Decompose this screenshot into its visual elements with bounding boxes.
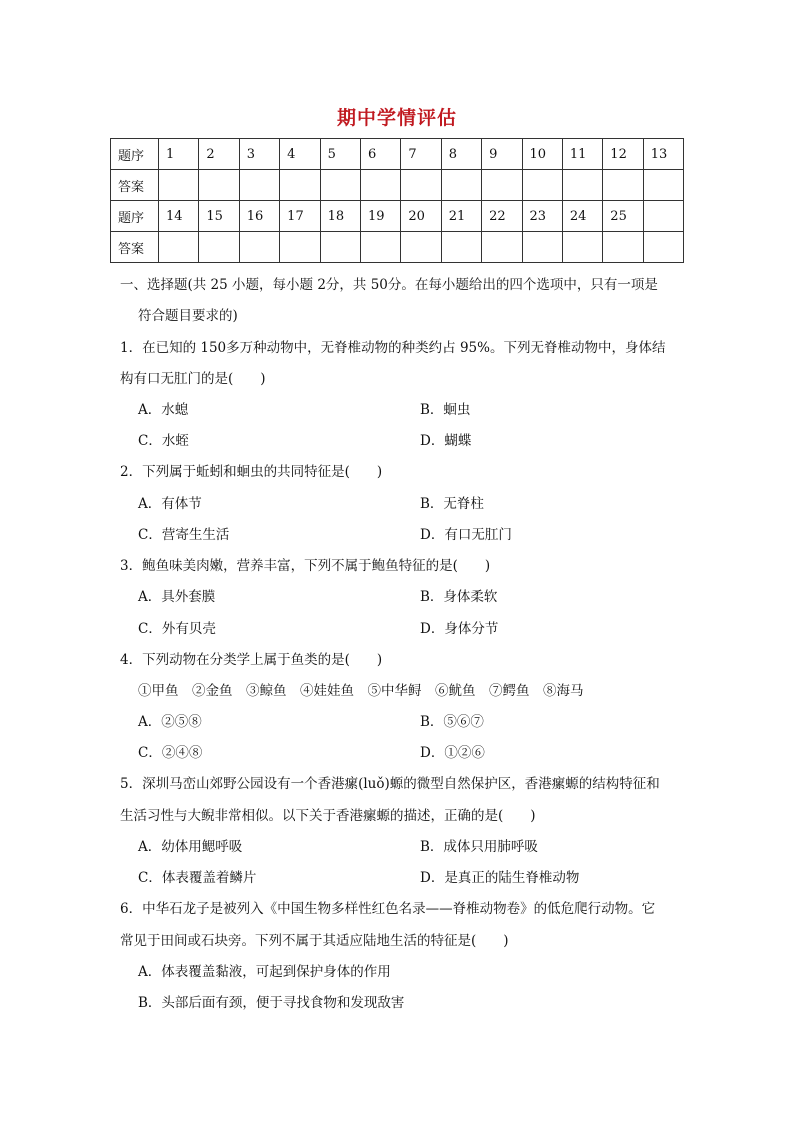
question-6-option-a[interactable]: A．体表覆盖黏液，可起到保护身体的作用 <box>138 964 391 980</box>
table-row <box>111 139 684 170</box>
answer-cell[interactable] <box>199 170 239 201</box>
question-3-option-d[interactable]: D．身体分节 <box>420 621 499 637</box>
answer-cell[interactable] <box>441 170 481 201</box>
question-number: 10 <box>522 139 562 170</box>
answer-cell[interactable] <box>239 232 279 263</box>
question-number: 7 <box>401 139 441 170</box>
question-number: 3 <box>239 139 279 170</box>
answer-cell[interactable] <box>320 232 360 263</box>
question-number: 1 <box>159 139 199 170</box>
answer-cell[interactable] <box>603 170 643 201</box>
question-6-stem: 6．中华石龙子是被列入《中国生物多样性红色名录——脊椎动物卷》的低危爬行动物。它 <box>120 901 656 917</box>
question-number: 19 <box>360 201 400 232</box>
answer-cell[interactable] <box>239 170 279 201</box>
answer-cell[interactable] <box>482 232 522 263</box>
row-label: 题序 <box>111 201 159 232</box>
question-number: 2 <box>199 139 239 170</box>
question-1-stem: 1．在已知的 150多万种动物中，无脊椎动物的种类约占 95%。下列无脊椎动物中，身体结 <box>120 340 666 356</box>
question-number: 25 <box>603 201 643 232</box>
answer-cell[interactable] <box>199 232 239 263</box>
answer-cell[interactable] <box>360 170 400 201</box>
question-number: 16 <box>239 201 279 232</box>
answer-cell[interactable] <box>159 170 199 201</box>
question-5-option-c[interactable]: C．体表覆盖着鳞片 <box>138 870 257 886</box>
question-1-option-a[interactable]: A．水螅 <box>138 402 189 418</box>
answer-cell[interactable] <box>522 232 562 263</box>
question-number: 14 <box>159 201 199 232</box>
answer-cell[interactable] <box>603 232 643 263</box>
question-1-option-d[interactable]: D．蝴蝶 <box>420 433 472 449</box>
question-number: 13 <box>643 139 683 170</box>
page-title: 期中学情评估 <box>336 107 457 129</box>
question-2-option-b[interactable]: B．无脊柱 <box>420 496 484 512</box>
question-number: 12 <box>603 139 643 170</box>
answer-cell[interactable] <box>562 170 602 201</box>
question-number: 24 <box>562 201 602 232</box>
answer-cell[interactable] <box>482 170 522 201</box>
section-heading-cont: 符合题目要求的) <box>138 308 238 324</box>
answer-cell[interactable] <box>643 170 683 201</box>
table-row <box>111 201 684 232</box>
question-2-stem: 2．下列属于蚯蚓和蛔虫的共同特征是( ) <box>120 464 383 480</box>
answer-cell[interactable] <box>280 232 320 263</box>
question-2-option-d[interactable]: D．有口无肛门 <box>420 527 512 543</box>
answer-cell[interactable] <box>360 232 400 263</box>
answer-table <box>110 138 684 263</box>
question-number: 8 <box>441 139 481 170</box>
question-3-option-a[interactable]: A．具外套膜 <box>138 589 216 605</box>
question-1-option-b[interactable]: B．蛔虫 <box>420 402 471 418</box>
question-5-option-d[interactable]: D．是真正的陆生脊椎动物 <box>420 870 580 886</box>
empty-cell <box>643 201 683 232</box>
question-3-option-b[interactable]: B．身体柔软 <box>420 589 498 605</box>
row-label: 题序 <box>111 139 159 170</box>
question-number: 23 <box>522 201 562 232</box>
question-2-option-a[interactable]: A．有体节 <box>138 496 202 512</box>
question-5-stem-cont: 生活习性与大鲵非常相似。以下关于香港瘰螈的描述，正确的是( ) <box>120 808 536 824</box>
table-row <box>111 232 684 263</box>
question-4-items: ①甲鱼 ②金鱼 ③鲸鱼 ④娃娃鱼 ⑤中华鲟 ⑥鱿鱼 ⑦鳄鱼 ⑧海马 <box>138 683 584 699</box>
question-number: 17 <box>280 201 320 232</box>
question-2-option-c[interactable]: C．营寄生生活 <box>138 527 230 543</box>
question-number: 6 <box>360 139 400 170</box>
table-row <box>111 170 684 201</box>
question-number: 4 <box>280 139 320 170</box>
question-4-option-b[interactable]: B．⑤⑥⑦ <box>420 714 484 730</box>
question-number: 20 <box>401 201 441 232</box>
answer-cell[interactable] <box>643 232 683 263</box>
answer-cell[interactable] <box>401 170 441 201</box>
question-4-option-a[interactable]: A．②⑤⑧ <box>138 714 202 730</box>
answer-cell[interactable] <box>401 232 441 263</box>
answer-cell[interactable] <box>159 232 199 263</box>
question-4-stem: 4．下列动物在分类学上属于鱼类的是( ) <box>120 652 383 668</box>
question-number: 22 <box>482 201 522 232</box>
answer-cell[interactable] <box>562 232 602 263</box>
question-5-stem: 5．深圳马峦山郊野公园设有一个香港瘰(luǒ)螈的微型自然保护区，香港瘰螈的结构特征和 <box>120 776 660 792</box>
question-5-option-a[interactable]: A．幼体用鳃呼吸 <box>138 839 243 855</box>
row-label: 答案 <box>111 232 159 263</box>
question-number: 5 <box>320 139 360 170</box>
answer-cell[interactable] <box>320 170 360 201</box>
question-number: 11 <box>562 139 602 170</box>
question-1-option-c[interactable]: C．水蛭 <box>138 433 189 449</box>
question-number: 15 <box>199 201 239 232</box>
question-number: 9 <box>482 139 522 170</box>
question-3-stem: 3．鲍鱼味美肉嫩，营养丰富，下列不属于鲍鱼特征的是( ) <box>120 558 491 574</box>
answer-cell[interactable] <box>522 170 562 201</box>
row-label: 答案 <box>111 170 159 201</box>
question-number: 21 <box>441 201 481 232</box>
question-4-option-d[interactable]: D．①②⑥ <box>420 745 485 761</box>
question-6-option-b[interactable]: B．头部后面有颈，便于寻找食物和发现敌害 <box>138 995 405 1011</box>
section-heading: 一、选择题(共 25 小题，每小题 2分，共 50分。在每小题给出的四个选项中，只有一项是 <box>120 277 658 293</box>
question-5-option-b[interactable]: B．成体只用肺呼吸 <box>420 839 538 855</box>
question-6-stem-cont: 常见于田间或石块旁。下列不属于其适应陆地生活的特征是( ) <box>120 933 509 949</box>
question-1-stem-cont: 构有口无肛门的是( ) <box>120 371 266 387</box>
question-number: 18 <box>320 201 360 232</box>
answer-cell[interactable] <box>441 232 481 263</box>
question-3-option-c[interactable]: C．外有贝壳 <box>138 621 216 637</box>
answer-cell[interactable] <box>280 170 320 201</box>
question-4-option-c[interactable]: C．②④⑧ <box>138 745 203 761</box>
